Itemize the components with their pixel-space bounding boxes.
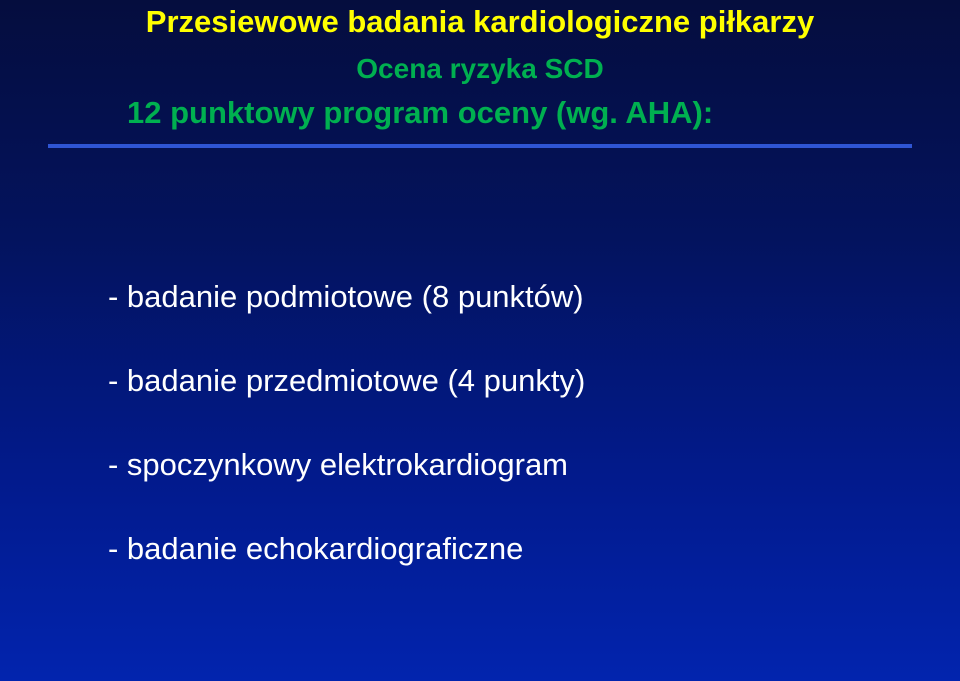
bullet-item-history: - badanie podmiotowe (8 punktów) bbox=[108, 279, 584, 314]
title-subtitle: Ocena ryzyka SCD bbox=[356, 53, 604, 84]
bullet-item-echo: - badanie echokardiograficzne bbox=[108, 531, 524, 566]
bullet-item-physical-exam: - badanie przedmiotowe (4 punkty) bbox=[108, 363, 586, 398]
title-divider bbox=[48, 144, 912, 148]
bullet-list bbox=[108, 281, 585, 617]
bullet-item-ecg: - spoczynkowy elektrokardiogram bbox=[108, 447, 569, 482]
title-program: 12 punktowy program oceny (wg. AHA): bbox=[127, 95, 714, 130]
title-main: Przesiewowe badania kardiologiczne piłkarzy bbox=[145, 4, 815, 39]
